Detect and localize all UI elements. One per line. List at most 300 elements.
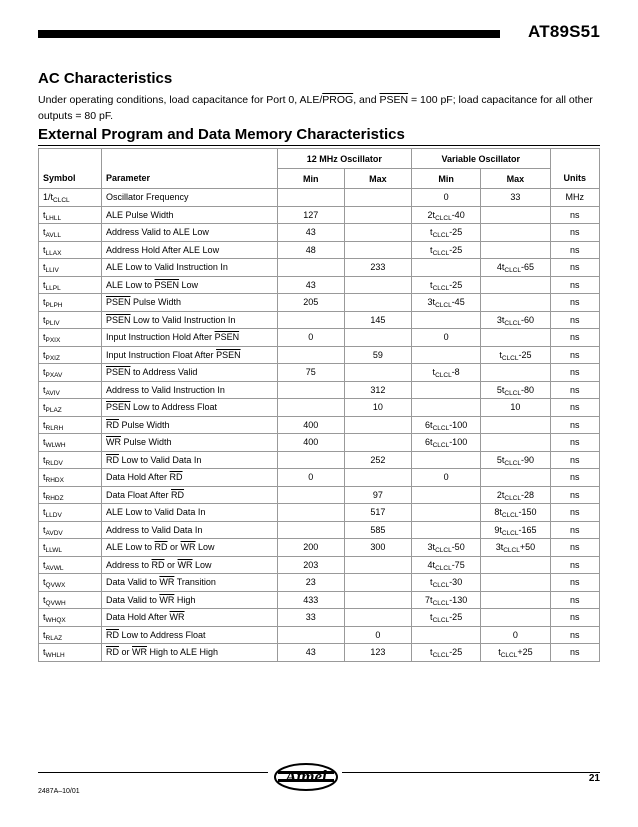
cell-12mhz-min: 0	[277, 469, 344, 487]
symbol-main: t	[43, 629, 46, 640]
parameter-text: Data Float After	[106, 489, 172, 500]
cell-var-max	[481, 416, 550, 434]
table-row	[39, 381, 600, 399]
table-row	[39, 539, 600, 557]
parameter-text: Pulse Width	[121, 437, 172, 448]
cell-parameter	[102, 626, 278, 644]
table-row	[39, 329, 600, 347]
cell-12mhz-min	[277, 189, 344, 207]
signal-name: $\overline{WR}$	[177, 559, 193, 570]
parameter-text: Low	[192, 559, 212, 570]
symbol-main: t	[43, 559, 46, 570]
cell-parameter	[102, 399, 278, 417]
symbol-subscript: LHLL	[45, 214, 62, 222]
cell-units: ns	[550, 574, 599, 592]
footer-rule-right	[342, 772, 600, 773]
expr-text: 9t	[494, 524, 502, 535]
ac-section-description	[38, 92, 608, 124]
cell-var-max	[481, 206, 550, 224]
cell-var-max	[481, 521, 550, 539]
cell-12mhz-min	[277, 521, 344, 539]
col-parameter: Parameter	[102, 169, 278, 189]
cell-var-max	[481, 399, 550, 417]
cell-parameter	[102, 311, 278, 329]
cell-units: ns	[550, 469, 599, 487]
symbol-subscript: RLRH	[45, 424, 64, 432]
cell-units: ns	[550, 416, 599, 434]
symbol-main: t	[43, 314, 46, 325]
expr-subscript: CLCL	[432, 442, 450, 450]
cell-12mhz-max	[344, 591, 411, 609]
expr-text: -100	[449, 437, 468, 448]
cell-symbol	[39, 329, 102, 347]
symbol-subscript: AVLL	[45, 232, 61, 240]
cell-12mhz-max: 123	[344, 644, 411, 662]
expr-text: 2t	[496, 489, 505, 500]
parameter-text: ALE Pulse Width	[106, 209, 174, 220]
table-row	[39, 294, 600, 312]
cell-symbol	[39, 311, 102, 329]
cell-parameter	[102, 416, 278, 434]
cell-12mhz-max	[344, 294, 411, 312]
expr-text: -60	[521, 314, 535, 325]
symbol-subscript: CLCL	[53, 197, 70, 205]
expr-text: 3t	[495, 542, 504, 553]
symbol-main: t	[43, 594, 46, 605]
header-blank-3	[550, 149, 599, 169]
cell-parameter	[102, 189, 278, 207]
cell-var-min	[411, 241, 480, 259]
signal-name: PSEN	[216, 349, 241, 360]
cell-parameter	[102, 346, 278, 364]
expr-subscript: CLCL	[504, 494, 521, 502]
symbol-subscript: WHLH	[45, 652, 65, 660]
cell-symbol	[39, 224, 102, 242]
parameter-text: Data Valid to	[106, 577, 160, 588]
expr-text: t	[430, 612, 433, 623]
table-row	[39, 364, 600, 382]
symbol-subscript: PXAV	[45, 372, 63, 380]
cell-12mhz-max: 312	[344, 381, 411, 399]
expr-text: 8t	[494, 507, 502, 518]
col-symbol: Symbol	[39, 169, 102, 189]
cell-parameter	[102, 381, 278, 399]
cell-symbol	[39, 364, 102, 382]
parameter-text: ALE Low to	[106, 279, 155, 290]
cell-12mhz-max	[344, 434, 411, 452]
expr-subscript: CLCL	[432, 424, 450, 432]
signal-name: $\overline{RD}$	[106, 647, 119, 658]
expr-text: t	[430, 227, 433, 238]
cell-units: ns	[550, 609, 599, 627]
table-row	[39, 609, 600, 627]
cell-var-min	[411, 206, 480, 224]
cell-parameter	[102, 574, 278, 592]
expr-text: 3t	[427, 542, 436, 553]
document-code: 2487A–10/01	[38, 788, 80, 795]
expr-text: t	[499, 349, 502, 360]
cell-units: ns	[550, 399, 599, 417]
cell-var-min	[411, 346, 480, 364]
symbol-subscript: PLAZ	[45, 407, 62, 415]
expr-text: 3t	[496, 314, 505, 325]
cell-12mhz-min: 48	[277, 241, 344, 259]
cell-units: ns	[550, 626, 599, 644]
page-number: 21	[588, 773, 600, 784]
symbol-subscript: LLPL	[45, 284, 61, 292]
expr-text: 6t	[425, 437, 433, 448]
cell-units: ns	[550, 644, 599, 662]
table-row	[39, 189, 600, 207]
expr-text: -130	[449, 594, 468, 605]
cell-12mhz-min	[277, 486, 344, 504]
cell-units: ns	[550, 451, 599, 469]
signal-name: $\overline{WR}$	[159, 577, 175, 588]
cell-12mhz-max: 97	[344, 486, 411, 504]
expr-subscript: CLCL	[501, 354, 519, 362]
expr-text: -30	[449, 577, 463, 588]
cell-12mhz-min: 75	[277, 364, 344, 382]
parameter-text: Address Hold After ALE Low	[106, 244, 220, 255]
cell-parameter	[102, 451, 278, 469]
cell-var-max	[481, 329, 550, 347]
cell-parameter	[102, 364, 278, 382]
expr-text: t	[432, 367, 436, 378]
expr-text: 33	[510, 192, 521, 203]
table-row	[39, 451, 600, 469]
cell-parameter	[102, 224, 278, 242]
cell-parameter	[102, 434, 278, 452]
cell-12mhz-min	[277, 626, 344, 644]
cell-var-max	[481, 574, 550, 592]
symbol-subscript: QVWH	[45, 599, 66, 607]
symbol-main: t	[43, 524, 46, 535]
cell-symbol	[39, 609, 102, 627]
cell-12mhz-min: 33	[277, 609, 344, 627]
symbol-subscript: LLWL	[45, 547, 63, 555]
cell-var-min	[411, 311, 480, 329]
cell-12mhz-min: 43	[277, 224, 344, 242]
symbol-main: t	[43, 577, 46, 588]
header-rule	[38, 30, 500, 38]
cell-12mhz-max: 300	[344, 539, 411, 557]
expr-text: -75	[451, 559, 465, 570]
cell-var-max	[481, 364, 550, 382]
cell-12mhz-min: 43	[277, 644, 344, 662]
cell-12mhz-min	[277, 504, 344, 522]
parameter-text: Address to Valid Data In	[106, 524, 203, 535]
signal-name: $\overline{WR}$	[180, 542, 196, 553]
cell-var-min	[411, 469, 480, 487]
cell-units: ns	[550, 346, 599, 364]
expr-text: -165	[518, 524, 537, 535]
symbol-subscript: LLAX	[45, 249, 62, 257]
signal-name: $\overline{RD}$	[151, 559, 165, 570]
cell-var-max	[481, 311, 550, 329]
cell-symbol	[39, 504, 102, 522]
table-row	[39, 469, 600, 487]
atmel-logo	[272, 760, 340, 794]
parameter-text: Address to	[106, 559, 152, 570]
expr-text: -25	[449, 227, 463, 238]
cell-symbol	[39, 574, 102, 592]
expr-text: +50	[519, 542, 536, 553]
expr-subscript: CLCL	[435, 564, 452, 572]
signal-name: PSEN	[106, 314, 131, 325]
cell-var-max	[481, 259, 550, 277]
cell-12mhz-min	[277, 346, 344, 364]
cell-var-min	[411, 276, 480, 294]
expr-subscript: CLCL	[435, 547, 452, 555]
cell-12mhz-max: 585	[344, 521, 411, 539]
expr-subscript: CLCL	[432, 284, 450, 292]
table-row	[39, 556, 600, 574]
parameter-text: to Address Valid	[130, 367, 198, 378]
cell-var-max	[481, 609, 550, 627]
cell-parameter	[102, 609, 278, 627]
cell-var-min	[411, 486, 480, 504]
cell-units: ns	[550, 276, 599, 294]
cell-units: ns	[550, 381, 599, 399]
group-12mhz: 12 MHz Oscillator	[277, 149, 411, 169]
symbol-main: t	[43, 437, 46, 448]
symbol-subscript: RLDV	[45, 459, 63, 467]
expr-text: -28	[521, 489, 535, 500]
table-row	[39, 259, 600, 277]
expr-subscript: CLCL	[432, 617, 450, 625]
cell-12mhz-max	[344, 574, 411, 592]
signal-name: $\overline{RD}$	[169, 472, 183, 483]
expr-text: -40	[451, 209, 465, 220]
expr-text: 6t	[425, 419, 433, 430]
signal-name: $\overline{RD}$	[154, 542, 168, 553]
parameter-text: Data Valid to	[106, 594, 160, 605]
cell-var-max	[481, 486, 550, 504]
signal-name: $\overline{RD}$	[106, 419, 119, 430]
expr-text: -25	[449, 647, 463, 658]
cell-12mhz-max: 252	[344, 451, 411, 469]
cell-symbol	[39, 469, 102, 487]
ac-section-title: AC Characteristics	[38, 70, 173, 87]
parameter-text: ALE Low to Valid Data In	[106, 507, 206, 518]
cell-var-max	[481, 626, 550, 644]
cell-symbol	[39, 556, 102, 574]
cell-symbol	[39, 591, 102, 609]
symbol-main: t	[43, 349, 46, 360]
cell-var-min	[411, 259, 480, 277]
cell-12mhz-min: 23	[277, 574, 344, 592]
cell-12mhz-min: 433	[277, 591, 344, 609]
signal-name: $\overline{WR}$	[159, 594, 175, 605]
parameter-text: Pulse Width	[119, 419, 170, 430]
expr-text: 4t	[496, 262, 505, 273]
timing-table	[38, 148, 600, 662]
expr-subscript: CLCL	[432, 599, 450, 607]
cell-var-min	[411, 451, 480, 469]
cell-parameter	[102, 241, 278, 259]
signal-name: $\overline{RD}$	[171, 489, 185, 500]
cell-12mhz-max	[344, 224, 411, 242]
cell-parameter	[102, 276, 278, 294]
desc-prog: PROG	[322, 94, 354, 106]
cell-symbol	[39, 259, 102, 277]
footer-rule-left	[38, 772, 268, 773]
cell-12mhz-max	[344, 609, 411, 627]
cell-symbol	[39, 626, 102, 644]
cell-parameter	[102, 539, 278, 557]
symbol-subscript: AVDV	[45, 529, 63, 537]
cell-symbol	[39, 539, 102, 557]
table-row	[39, 206, 600, 224]
symbol-subscript: AVIV	[45, 389, 60, 397]
cell-var-max	[481, 189, 550, 207]
col-12mhz-min: Min	[277, 169, 344, 189]
expr-text: -100	[449, 419, 468, 430]
symbol-subscript: PLIV	[45, 319, 60, 327]
group-variable: Variable Oscillator	[411, 149, 550, 169]
symbol-main: t	[43, 647, 46, 658]
expr-text: -25	[449, 279, 463, 290]
cell-units: ns	[550, 521, 599, 539]
cell-var-min	[411, 556, 480, 574]
cell-symbol	[39, 434, 102, 452]
cell-12mhz-max	[344, 416, 411, 434]
symbol-main: t	[43, 489, 46, 500]
cell-var-min	[411, 224, 480, 242]
desc-part-b: , and	[353, 94, 380, 106]
cell-12mhz-min	[277, 381, 344, 399]
table-row	[39, 276, 600, 294]
symbol-subscript: WLWH	[45, 442, 66, 450]
cell-12mhz-min	[277, 311, 344, 329]
symbol-main: t	[43, 227, 46, 238]
expr-text: -90	[521, 454, 535, 465]
expr-subscript: CLCL	[504, 389, 521, 397]
expr-subscript: CLCL	[432, 232, 450, 240]
parameter-text: High to ALE High	[147, 647, 219, 658]
parameter-text: or	[119, 647, 133, 658]
expr-subscript: CLCL	[504, 267, 521, 275]
cell-symbol	[39, 276, 102, 294]
symbol-subscript: PXIX	[45, 337, 61, 345]
table-section-title: External Program and Data Memory Characteristics	[38, 126, 405, 143]
expr-subscript: CLCL	[503, 547, 520, 555]
table-row	[39, 241, 600, 259]
expr-text: -25	[518, 349, 532, 360]
cell-var-max	[481, 294, 550, 312]
cell-symbol	[39, 521, 102, 539]
signal-name: $\overline{WR}$	[106, 437, 121, 448]
cell-12mhz-min: 400	[277, 434, 344, 452]
expr-text: -25	[449, 612, 463, 623]
cell-var-min	[411, 381, 480, 399]
desc-part-a: Under operating conditions, load capacitance for Port 0, ALE/	[38, 94, 323, 106]
expr-text: t	[498, 647, 501, 658]
signal-name: PSEN	[106, 297, 131, 308]
symbol-main: t	[43, 367, 46, 378]
cell-var-min	[411, 539, 480, 557]
parameter-text: Transition	[174, 577, 216, 588]
cell-units: ns	[550, 434, 599, 452]
expr-text: 7t	[425, 594, 433, 605]
cell-units: ns	[550, 206, 599, 224]
cell-var-max	[481, 556, 550, 574]
signal-name: $\overline{RD}$	[106, 629, 119, 640]
cell-12mhz-min: 400	[277, 416, 344, 434]
parameter-text: or	[164, 559, 178, 570]
cell-var-min	[411, 189, 480, 207]
cell-var-min	[411, 399, 480, 417]
cell-units: ns	[550, 224, 599, 242]
expr-subscript: CLCL	[501, 529, 519, 537]
cell-12mhz-max	[344, 469, 411, 487]
cell-units: ns	[550, 591, 599, 609]
desc-part-c: = 100 pF; load capacitance for all other outputs = 80 pF.	[38, 94, 593, 122]
symbol-main: t	[43, 262, 46, 273]
symbol-main: t	[43, 419, 46, 430]
parameter-text: ALE Low to	[106, 542, 155, 553]
expr-subscript: CLCL	[500, 652, 518, 660]
table-row	[39, 224, 600, 242]
expr-subscript: CLCL	[501, 512, 519, 520]
expr-text: -65	[521, 262, 535, 273]
cell-units: ns	[550, 259, 599, 277]
symbol-main: t	[43, 612, 46, 623]
cell-12mhz-max	[344, 329, 411, 347]
cell-symbol	[39, 644, 102, 662]
cell-symbol	[39, 294, 102, 312]
cell-symbol	[39, 416, 102, 434]
cell-var-min	[411, 521, 480, 539]
cell-parameter	[102, 259, 278, 277]
signal-name: PSEN	[154, 279, 180, 290]
parameter-text: or	[167, 542, 181, 553]
cell-12mhz-max: 517	[344, 504, 411, 522]
cell-units: ns	[550, 294, 599, 312]
header-blank-1	[39, 149, 102, 169]
cell-units: MHz	[550, 189, 599, 207]
cell-var-max	[481, 469, 550, 487]
symbol-subscript: LLDV	[45, 512, 62, 520]
cell-12mhz-max	[344, 276, 411, 294]
cell-symbol	[39, 486, 102, 504]
symbol-main: t	[43, 507, 46, 518]
symbol-subscript: QVWX	[45, 582, 66, 590]
cell-12mhz-min: 200	[277, 539, 344, 557]
cell-parameter	[102, 556, 278, 574]
cell-var-min	[411, 294, 480, 312]
cell-units: ns	[550, 556, 599, 574]
cell-units: ns	[550, 539, 599, 557]
cell-symbol	[39, 189, 102, 207]
cell-12mhz-max: 233	[344, 259, 411, 277]
parameter-text: Low	[179, 279, 199, 290]
cell-12mhz-min: 0	[277, 329, 344, 347]
cell-12mhz-min: 203	[277, 556, 344, 574]
expr-text: t	[430, 577, 433, 588]
cell-var-max	[481, 346, 550, 364]
cell-var-max	[481, 591, 550, 609]
col-var-min: Min	[411, 169, 480, 189]
expr-text: 10	[510, 402, 521, 413]
parameter-text: Low to Valid Instruction In	[130, 314, 236, 325]
signal-name: $\overline{WR}$	[169, 612, 185, 623]
parameter-text: Data Hold After	[106, 472, 170, 483]
signal-name: $\overline{RD}$	[106, 454, 119, 465]
signal-name: PSEN	[214, 332, 240, 343]
table-row	[39, 416, 600, 434]
cell-var-min	[411, 434, 480, 452]
